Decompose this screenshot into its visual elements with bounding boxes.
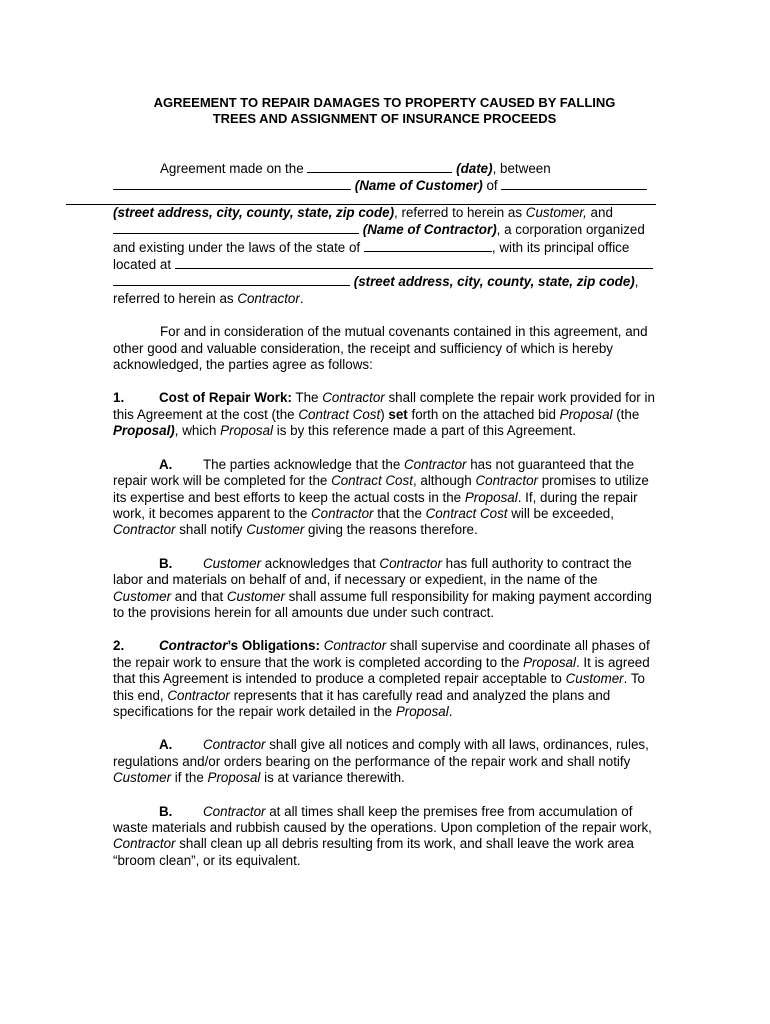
customer-term: Customer [565, 671, 624, 687]
contractor-term: Contractor [322, 390, 385, 406]
proposal-term: Proposal [220, 423, 274, 439]
contractor-term: Contractor [203, 803, 266, 819]
section-text: . To this end, [113, 671, 645, 703]
section-1b-label: B. [159, 555, 173, 571]
section-text: giving the reasons therefore. [304, 522, 478, 538]
proposal-term: Proposal [559, 406, 613, 422]
section-text: represents that it has carefully read and analyzed the plans and specifications for the repair work detailed in the [113, 687, 611, 719]
document-body [113, 160, 656, 886]
section-text: . [448, 703, 453, 719]
section-2-number: 2. [113, 638, 125, 654]
date-blank [307, 160, 452, 173]
set-word: set [388, 406, 408, 422]
section-text: at all times shall keep the premises free from accumulation of waste materials and rubbish caused by the operations. Upon completion of the repair work, [113, 803, 652, 835]
customer-address-label: (street address, city, county, state, zip code) [113, 204, 395, 220]
proposal-term: Proposal [207, 770, 261, 786]
section-text: shall complete the repair work provided for in this Agreement at the cost (the [113, 390, 655, 422]
intro-text: , between [492, 161, 551, 176]
section-text: shall clean up all debris resulting from its work, and shall leave the work area “broom clean”, or its equivalent. [113, 836, 634, 868]
state-blank [364, 239, 492, 252]
office-address-blank [175, 256, 653, 269]
intro-text: , [634, 274, 639, 290]
intro-text: , referred to herein as [394, 204, 526, 220]
proposal-term: Proposal [395, 703, 449, 719]
proposal-term: Proposal [523, 654, 576, 670]
contractor-term: Contractor [379, 555, 442, 571]
customer-address-blank [501, 177, 647, 190]
section-text: is by this reference made a part of this Agreement. [273, 423, 576, 439]
section-1a [113, 457, 656, 539]
customer-term: Customer [113, 588, 172, 604]
section-2b-label: B. [159, 803, 173, 819]
section-2a-label: A. [159, 737, 173, 753]
contractor-name-label: (Name of Contractor) [362, 222, 497, 238]
section-text: ) [380, 406, 389, 422]
section-text: The parties acknowledge that the [203, 456, 404, 472]
section-1 [113, 390, 656, 439]
customer-term: Customer [246, 522, 305, 538]
section-1-heading: Cost of Repair Work: [159, 390, 292, 406]
title-line-2: TREES AND ASSIGNMENT OF INSURANCE PROCEEDS [212, 111, 557, 126]
intro-text: . [299, 290, 304, 306]
section-text: , which [174, 423, 221, 439]
intro-text: , a corporation organized and existing under the laws of the state of [113, 222, 645, 255]
contractor-term: Contractor [167, 687, 230, 703]
customer-name-blank [113, 177, 351, 190]
contractor-term: Contractor [203, 737, 266, 753]
contractor-term: Contractor [403, 456, 467, 472]
title-line-1: AGREEMENT TO REPAIR DAMAGES TO PROPERTY CAUSED BY FALLING [153, 95, 616, 110]
section-text: shall supervise and coordinate all phases of the repair work to ensure that the work is completed according to the [113, 638, 650, 670]
section-text: is at variance therewith. [260, 770, 405, 786]
intro-text: referred to herein as [113, 290, 238, 306]
section-1b [113, 556, 656, 622]
contractor-term: Contractor [323, 638, 387, 654]
customer-term: Customer, [525, 204, 587, 220]
customer-term: Customer [113, 770, 172, 786]
contractor-term: Contractor [475, 473, 538, 489]
document-title [113, 95, 656, 127]
section-text: if the [171, 770, 208, 786]
contractor-term: Contractor [311, 505, 374, 521]
section-text: and that [171, 588, 227, 604]
contract-cost-term: Contract Cost [425, 505, 508, 521]
section-text: has not guaranteed that the repair work will be completed for the [113, 456, 635, 489]
section-text: . It is agreed that this Agreement is intended to produce a completed repair acceptable to [113, 654, 650, 687]
section-text: The [291, 390, 323, 406]
section-2-heading: ’s Obligations: [227, 638, 320, 654]
section-1-number: 1. [113, 390, 125, 406]
section-2 [113, 638, 656, 720]
section-2a [113, 737, 656, 786]
intro-text: Agreement made on the [160, 161, 304, 176]
section-text: forth on the attached bid [407, 406, 560, 422]
section-text: (the [612, 406, 640, 422]
intro-paragraph [113, 160, 656, 307]
section-text: shall give all notices and comply with all laws, ordinances, rules, regulations and/or orders bearing on the performance of the repair work and shall notify [113, 737, 649, 769]
contractor-address-label: (street address, city, county, state, zip code) [353, 274, 635, 290]
contract-cost-term: Contract Cost [331, 473, 413, 489]
contractor-name-blank [113, 221, 359, 234]
customer-term: Customer [226, 588, 285, 604]
section-text: will be exceeded, [507, 505, 614, 521]
customer-address-line [66, 195, 656, 205]
contractor-term: Contractor [113, 522, 176, 538]
section-2b [113, 804, 656, 870]
section-text: that the [373, 505, 426, 521]
proposal-term: Proposal) [113, 423, 175, 439]
section-text: , although [412, 473, 476, 489]
section-text: shall assume full responsibility for making payment according to the provisions herein for all amounts due under such contract. [113, 588, 652, 620]
section-text: shall notify [175, 522, 247, 538]
contract-cost-term: Contract Cost [298, 406, 381, 422]
contractor-term: Contractor [113, 836, 176, 852]
date-label: (date) [456, 161, 493, 176]
consideration-paragraph: For and in consideration of the mutual covenants contained in this agreement, and other good and valuable consideration, the receipt and sufficiency of which is hereby acknowledged, the parties agree as follows: [113, 324, 648, 373]
customer-name-label: (Name of Customer) [354, 178, 483, 194]
intro-text: and [586, 204, 613, 220]
proposal-term: Proposal [464, 489, 518, 505]
section-text: . If, during the repair work, it becomes apparent to the [113, 489, 638, 521]
office-address-blank-2 [113, 273, 350, 286]
intro-text: of [482, 178, 498, 194]
contractor-term: Contractor [237, 290, 300, 306]
section-text: acknowledges that [261, 555, 380, 571]
intro-text: , with its principal office located at [113, 239, 630, 273]
section-text: has full authority to contract the labor and materials on behalf of and, if necessary or expedient, in the name of the [113, 555, 632, 588]
customer-term: Customer [203, 555, 262, 571]
section-1a-label: A. [159, 456, 173, 472]
section-text: promises to utilize its expertise and best efforts to keep the actual costs in the [113, 473, 649, 505]
contractor-term: Contractor [159, 638, 228, 654]
